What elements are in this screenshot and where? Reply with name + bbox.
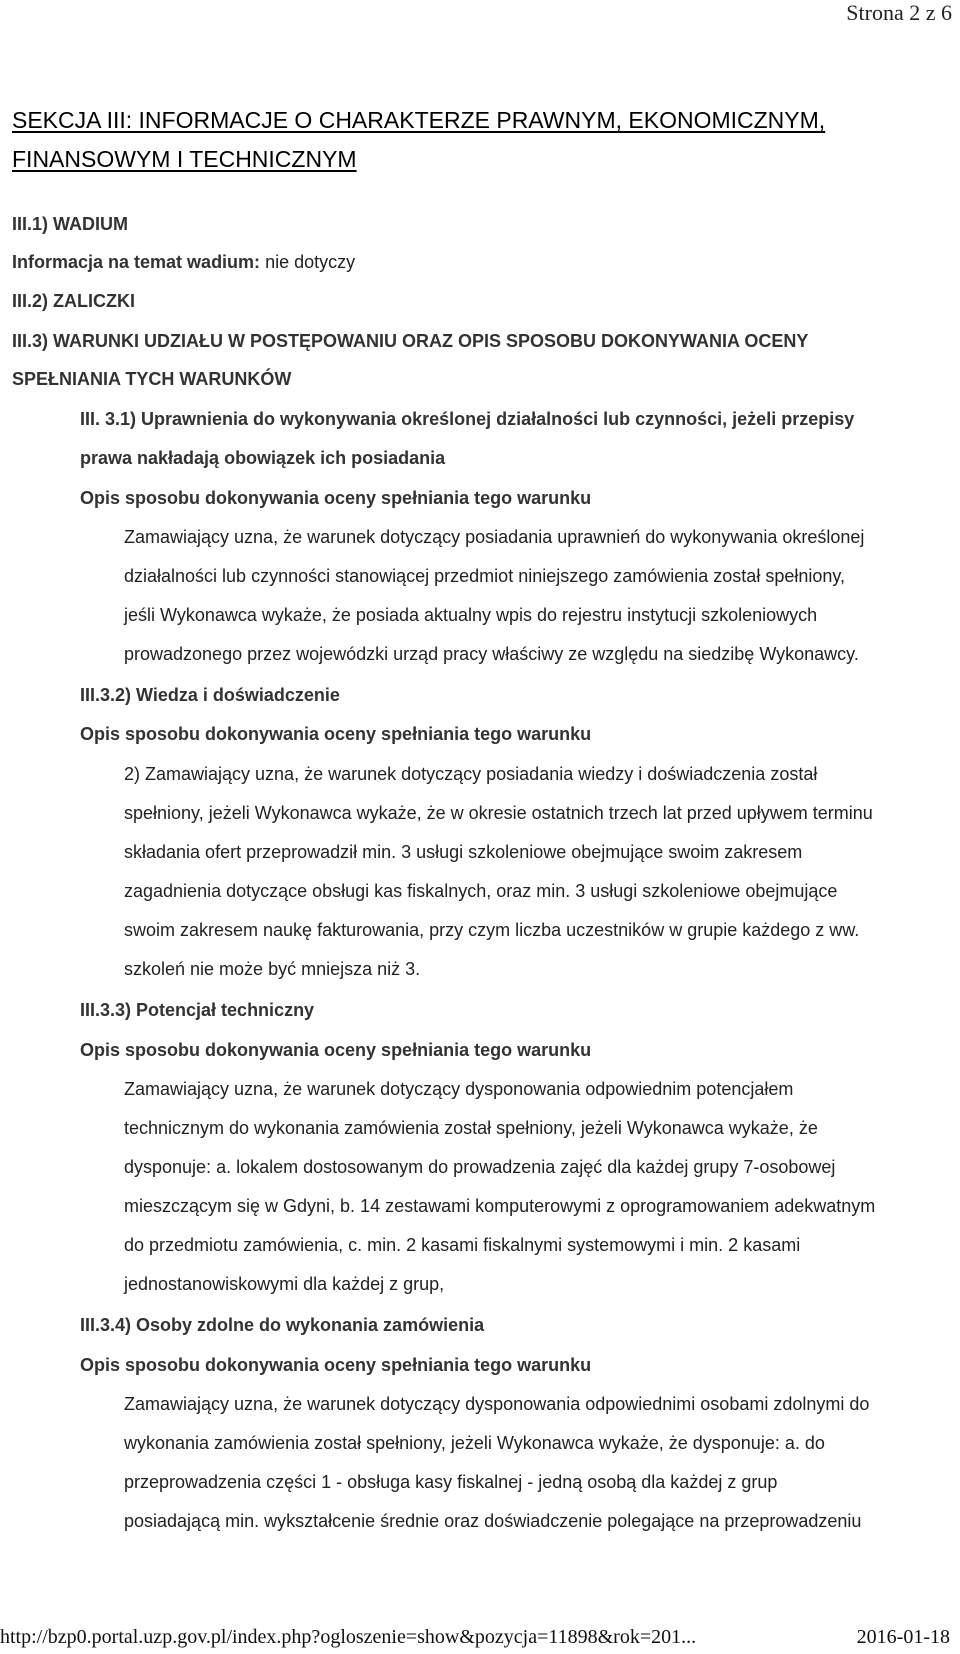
s332-text-line: składania ofert przeprowadził min. 3 usługi szkoleniowe obejmujące swoim zakresem <box>124 842 803 862</box>
warunki-heading-line2: SPEŁNIANIA TYCH WARUNKÓW <box>12 369 292 389</box>
s333-text-line: jednostanowiskowymi dla każdej z grup, <box>124 1274 445 1294</box>
wadium-info-value: nie dotyczy <box>260 252 356 272</box>
s331-opis-label: Opis sposobu dokonywania oceny spełniania tego warunku <box>80 488 592 508</box>
s333-text-line: technicznym do wykonania zamówienia został spełniony, jeżeli Wykonawca wykaże, że <box>124 1118 818 1138</box>
s331-text-line: działalności lub czynności stanowiącej przedmiot niniejszego zamówienia został spełniony, <box>124 566 846 586</box>
warunki-heading-line1: III.3) WARUNKI UDZIAŁU W POSTĘPOWANIU ORAZ OPIS SPOSOBU DOKONYWANIA OCENY <box>12 331 809 351</box>
s331-text-line: prowadzonego przez wojewódzki urząd pracy właściwy ze względu na siedzibę Wykonawcy. <box>124 644 859 664</box>
s334-heading: III.3.4) Osoby zdolne do wykonania zamówienia <box>80 1315 485 1335</box>
section-title-line2: FINANSOWYM I TECHNICZNYM <box>12 146 357 172</box>
s331-heading-line2: prawa nakładają obowiązek ich posiadania <box>80 448 446 468</box>
wadium-heading: III.1) WADIUM <box>12 214 128 234</box>
page-number: Strona 2 z 6 <box>846 0 952 25</box>
s331-text-line: Zamawiający uzna, że warunek dotyczący posiadania uprawnień do wykonywania określonej <box>124 527 865 547</box>
s333-text-line: Zamawiający uzna, że warunek dotyczący dysponowania odpowiednim potencjałem <box>124 1079 794 1099</box>
zaliczki-heading: III.2) ZALICZKI <box>12 291 135 311</box>
footer-url: http://bzp0.portal.uzp.gov.pl/index.php?ogloszenie=show&pozycja=11898&rok=201... <box>0 1626 697 1648</box>
s332-text-line: swoim zakresem naukę fakturowania, przy czym liczba uczestników w grupie każdego z ww. <box>124 920 860 940</box>
wadium-info-label: Informacja na temat wadium: <box>12 252 261 272</box>
s331-text-line: jeśli Wykonawca wykaże, że posiada aktualny wpis do rejestru instytucji szkoleniowych <box>124 605 818 625</box>
s332-text-line: zagadnienia dotyczące obsługi kas fiskalnych, oraz min. 3 usługi szkoleniowe obejmujące <box>124 881 838 901</box>
s332-opis-label: Opis sposobu dokonywania oceny spełniania tego warunku <box>80 724 592 744</box>
s334-text-line: Zamawiający uzna, że warunek dotyczący dysponowania odpowiednimi osobami zdolnymi do <box>124 1394 870 1414</box>
s332-text-line: 2) Zamawiający uzna, że warunek dotyczący posiadania wiedzy i doświadczenia został <box>124 764 818 784</box>
s333-text-line: dysponuje: a. lokalem dostosowanym do prowadzenia zajęć dla każdej grupy 7-osobowej <box>124 1157 836 1177</box>
footer-date: 2016-01-18 <box>856 1626 950 1648</box>
s334-text-line: posiadającą min. wykształcenie średnie oraz doświadczenie polegające na przeprowadzeniu <box>124 1511 862 1531</box>
s334-text-line: wykonania zamówienia został spełniony, jeżeli Wykonawca wykaże, że dysponuje: a. do <box>124 1433 825 1453</box>
s334-text-line: przeprowadzenia części 1 - obsługa kasy fiskalnej - jedną osobą dla każdej z grup <box>124 1472 778 1492</box>
wadium-info <box>12 250 355 274</box>
s333-opis-label: Opis sposobu dokonywania oceny spełniania tego warunku <box>80 1040 592 1060</box>
s332-heading: III.3.2) Wiedza i doświadczenie <box>80 685 340 705</box>
s333-text-line: mieszczącym się w Gdyni, b. 14 zestawami komputerowymi z oprogramowaniem adekwatnym <box>124 1196 876 1216</box>
s332-text-line: spełniony, jeżeli Wykonawca wykaże, że w okresie ostatnich trzech lat przed upływem terminu <box>124 803 873 823</box>
section-title-line1: SEKCJA III: INFORMACJE O CHARAKTERZE PRAWNYM, EKONOMICZNYM, <box>12 107 826 133</box>
s331-heading-line1: III. 3.1) Uprawnienia do wykonywania określonej działalności lub czynności, jeżeli przepisy <box>80 409 855 429</box>
s333-heading: III.3.3) Potencjał techniczny <box>80 1000 315 1020</box>
s332-text-line: szkoleń nie może być mniejsza niż 3. <box>124 959 421 979</box>
s333-text-line: do przedmiotu zamówienia, c. min. 2 kasami fiskalnymi systemowymi i min. 2 kasami <box>124 1235 801 1255</box>
s334-opis-label: Opis sposobu dokonywania oceny spełniania tego warunku <box>80 1355 592 1375</box>
